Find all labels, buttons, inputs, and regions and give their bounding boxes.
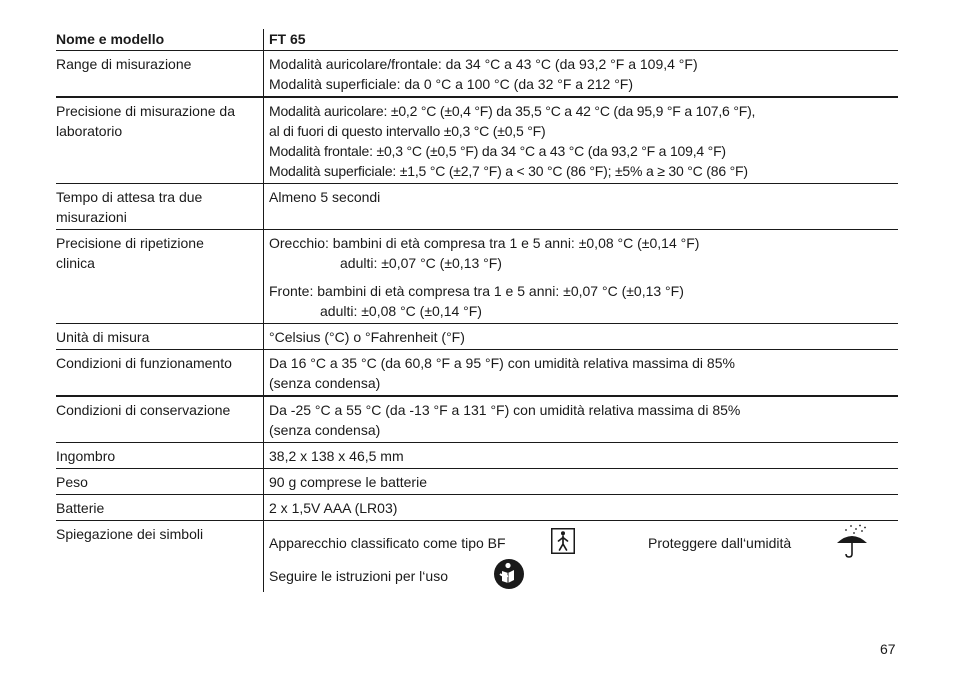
bf-type-label: Apparecchio classificato come tipo BF (269, 535, 506, 551)
row-label: Batterie (56, 495, 264, 521)
row-value: Modalità auricolare/frontale: da 34 °C a 43 °C (da 93,2 °F a 109,4 °F) Modalità superficiale: da 0 °C a 100 °C (da 32 °F a 212 °F) (264, 51, 899, 98)
table-row (56, 469, 898, 495)
row-label: Ingombro (56, 443, 264, 469)
row-value: Da 16 °C a 35 °C (da 60,8 °F a 95 °F) con umidità relativa massima di 85% (senza condensa) (264, 350, 899, 397)
table-row (56, 324, 898, 350)
row-label: Condizioni di funzionamento (56, 350, 264, 397)
row-label: Peso (56, 469, 264, 495)
row-value: °Celsius (°C) o °Fahrenheit (°F) (264, 324, 899, 350)
row-value: 38,2 x 138 x 46,5 mm (264, 443, 899, 469)
table-row (56, 521, 898, 593)
row-label: Unità di misura (56, 324, 264, 350)
table-row (56, 51, 898, 98)
table-row (56, 230, 898, 324)
table-row (56, 443, 898, 469)
humidity-label: Proteggere dall‘umidità (648, 535, 792, 551)
ear-precision-adults: adulti: ±0,07 °C (±0,13 °F) (340, 255, 502, 271)
row-value: Almeno 5 secondi (264, 184, 899, 230)
table-row (56, 396, 898, 443)
table-row (56, 495, 898, 521)
symbols-cell (264, 521, 899, 593)
instructions-label: Seguire le istruzioni per l‘uso (269, 568, 448, 584)
specifications-table (56, 29, 898, 592)
row-value: Da -25 °C a 55 °C (da -13 °F a 131 °F) con umidità relativa massima di 85% (senza condensa) (264, 396, 899, 443)
table-row (56, 350, 898, 397)
symbol-row-bf-humidity (269, 524, 898, 562)
row-value: 2 x 1,5V AAA (LR03) (264, 495, 899, 521)
row-label: Condizioni di conservazione (56, 396, 264, 443)
table-header (56, 29, 898, 51)
row-value: 90 g comprese le batterie (264, 469, 899, 495)
header-value: FT 65 (264, 29, 899, 51)
table-row (56, 97, 898, 184)
umbrella-icon (834, 523, 870, 564)
row-value: Modalità auricolare: ±0,2 °C (±0,4 °F) da 35,5 °C a 42 °C (da 95,9 °F a 107,6 °F), al di fuori di questo intervallo ±0,3 °C (±0,5 °F) Modalità frontale: ±0,3 °C (±0,5 °F) da 34 °C a 43 °C (da 93,2 °F a 109,4 °F) Modalità superficiale: ±1,5 °C (±2,7 °F) a < 30 °C (86 °F); ±5% a ≥ 30 °C (86 °F) (264, 97, 899, 184)
row-label: Precisione di misurazione da laboratorio (56, 97, 264, 184)
instructions-manual-icon (493, 558, 525, 595)
row-label: Precisione di ripetizione clinica (56, 230, 264, 324)
symbol-row-instructions (269, 562, 898, 590)
forehead-precision-adults: adulti: ±0,08 °C (±0,14 °F) (320, 303, 482, 319)
forehead-precision: Fronte: bambini di età compresa tra 1 e 5 anni: ±0,07 °C (±0,13 °F) (269, 283, 684, 299)
table-row (56, 184, 898, 230)
page-number: 67 (880, 641, 896, 657)
row-label: Spiegazione dei simboli (56, 521, 264, 593)
header-label: Nome e modello (56, 29, 264, 51)
row-value (264, 230, 899, 324)
row-label: Tempo di attesa tra due misurazioni (56, 184, 264, 230)
row-label: Range di misurazione (56, 51, 264, 98)
ear-precision: Orecchio: bambini di età compresa tra 1 e 5 anni: ±0,08 °C (±0,14 °F) (269, 235, 700, 251)
bf-type-icon (551, 528, 648, 559)
